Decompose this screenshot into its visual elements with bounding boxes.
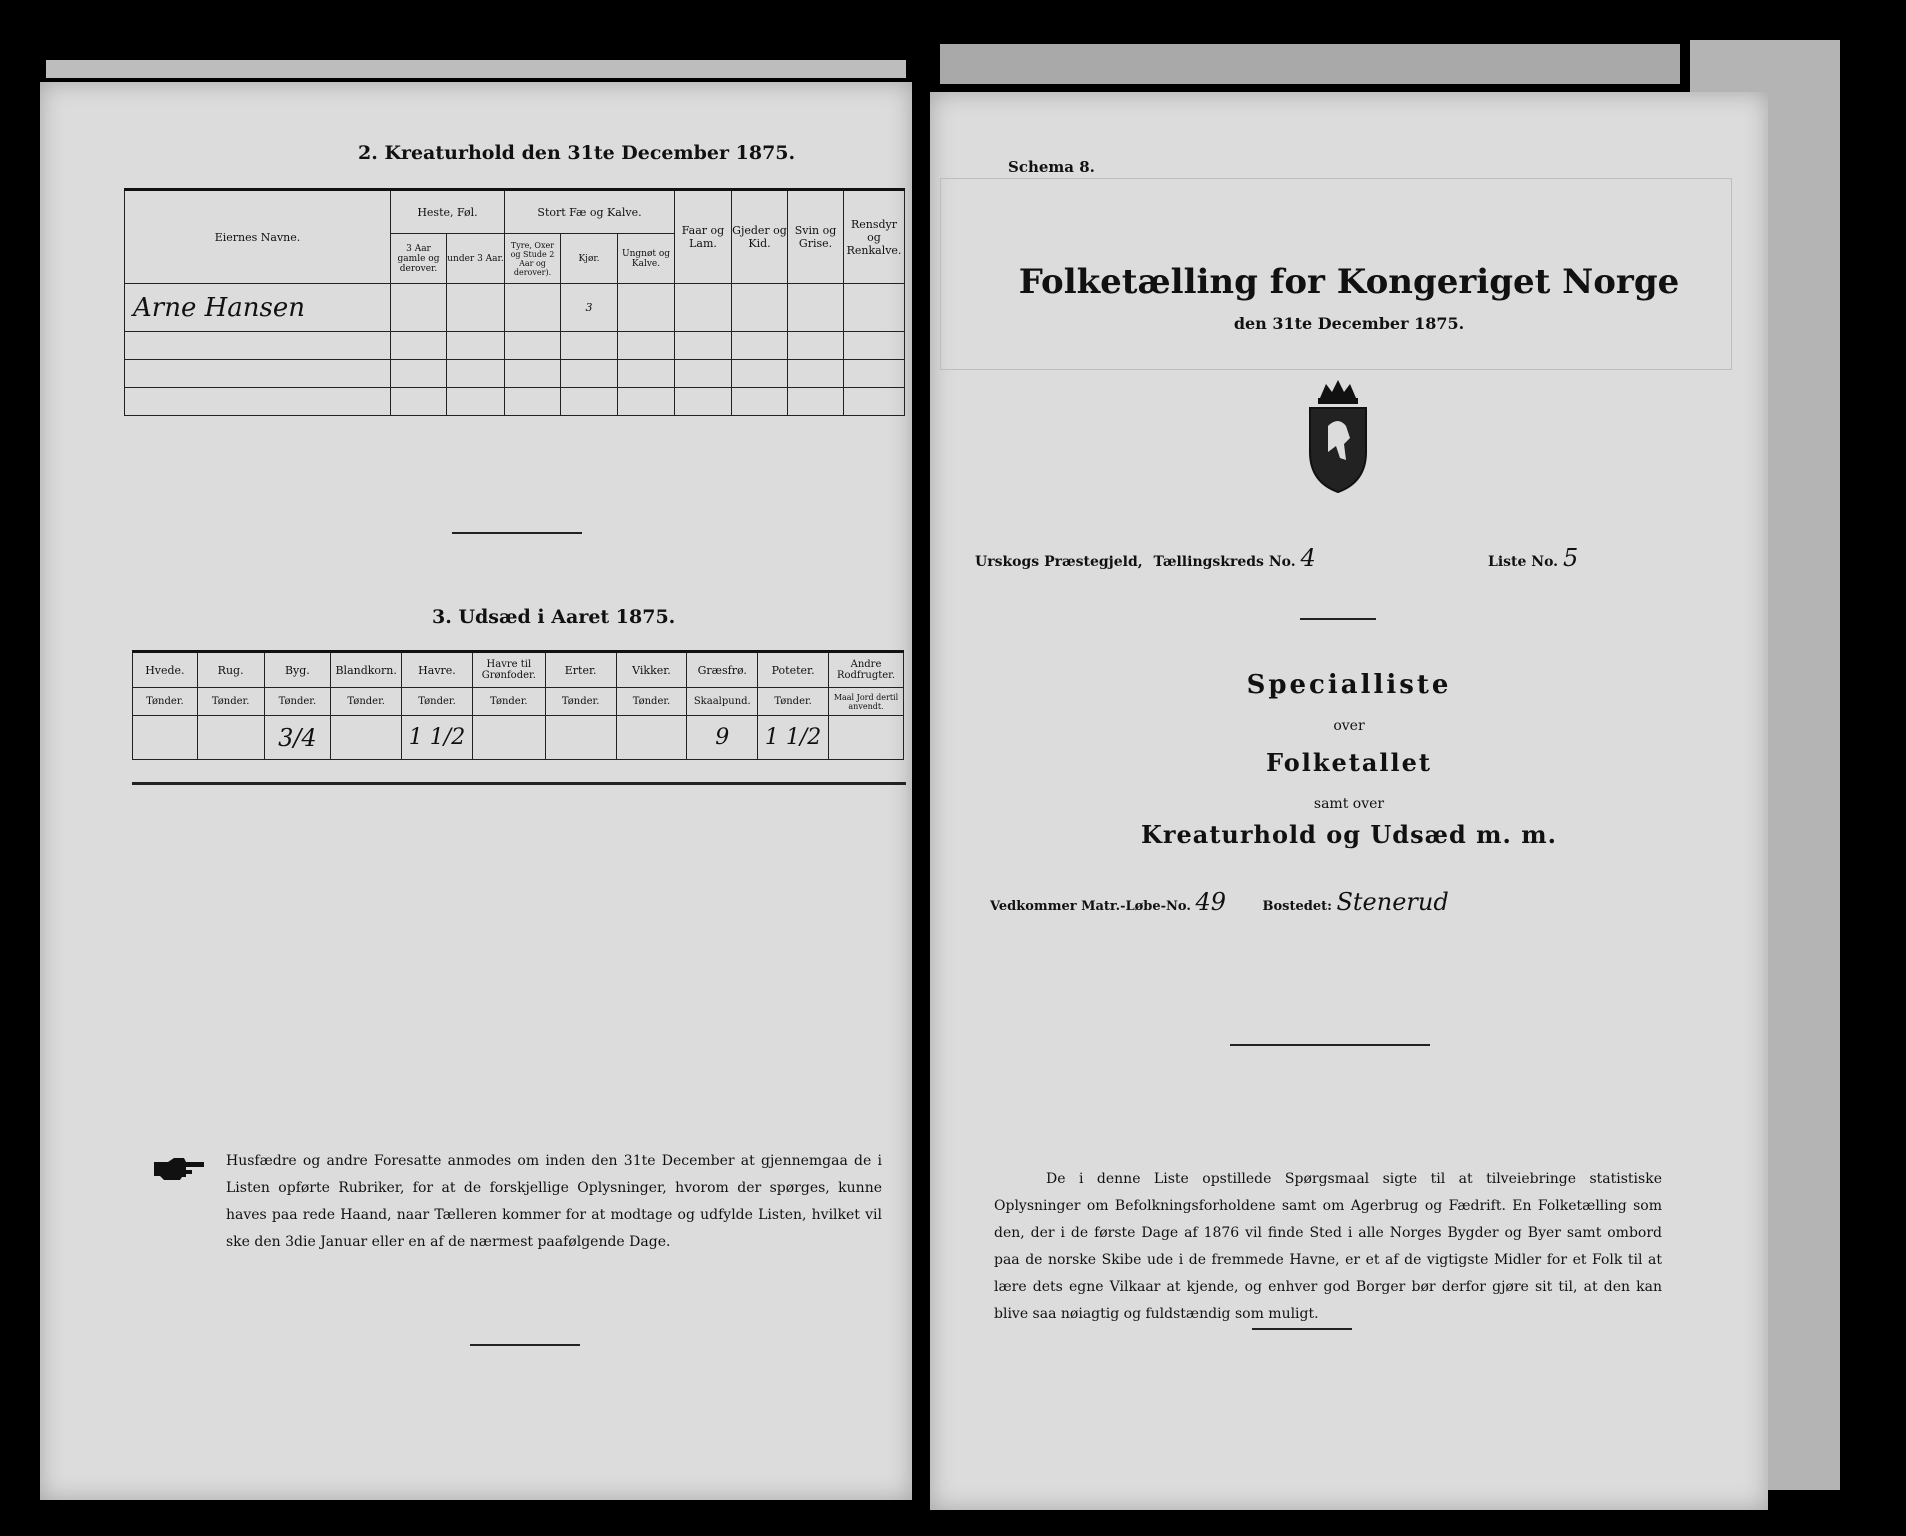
instruction-notice: Husfædre og andre Foresatte anmodes om inden den 31te December at gjennemgaa de i Listen opførte Rubriker, for at de forskjellige Oplysninger, hvorom der spørges, kunne haves paa rede Haand, naar Tælleren kommer for at modtage og udfylde Listen, hvilket vil ske den 3die Januar eller en af de nærmest paafølgende Dage.: [226, 1153, 882, 1250]
unit-graesfro: Skaalpund.: [687, 688, 758, 716]
byg-value: 3/4: [264, 716, 331, 760]
matr-line: [990, 888, 1449, 916]
section3-title: 3. Udsæd i Aaret 1875.: [432, 606, 676, 628]
table-cell: [788, 388, 844, 416]
page-edge: [940, 44, 1680, 84]
bosted-label: Bostedet:: [1262, 899, 1332, 914]
table-cell: [675, 388, 732, 416]
table-cell: [125, 332, 391, 360]
over-text: over: [1333, 718, 1365, 734]
header-rug: Rug.: [197, 652, 264, 688]
header-stort-fae: Stort Fæ og Kalve.: [505, 190, 675, 234]
page-edge: [46, 60, 906, 78]
header-hvede: Hvede.: [133, 652, 198, 688]
table-cell: [561, 360, 618, 388]
table-cell: [561, 388, 618, 416]
table-cell: [391, 388, 447, 416]
poteter-value: 1 1/2: [758, 716, 829, 760]
table-cell: [447, 388, 505, 416]
header-andre: Andre Rodfrugter.: [829, 652, 904, 688]
table-cell: [732, 360, 788, 388]
coat-of-arms-icon: [1298, 376, 1378, 496]
unit-andre: Maal Jord dertil anvendt.: [829, 688, 904, 716]
table-cell: [675, 332, 732, 360]
right-page: [930, 92, 1768, 1510]
header-faar: Faar og Lam.: [675, 190, 732, 284]
table-cell: [675, 360, 732, 388]
table-cell: [844, 360, 905, 388]
table-cell: [391, 332, 447, 360]
header-poteter: Poteter.: [758, 652, 829, 688]
header-havre-gronfoder: Havre til Grønfoder.: [472, 652, 545, 688]
samt-over-text: samt over: [1313, 796, 1385, 812]
parish-name: Urskogs: [975, 554, 1040, 570]
divider: [1252, 1328, 1352, 1330]
kjor-count: 3: [561, 284, 618, 332]
table-cell: [125, 388, 391, 416]
unit-byg: Tønder.: [264, 688, 331, 716]
table-cell: [675, 284, 732, 332]
graesfro-value: 9: [687, 716, 758, 760]
table-cell: [618, 332, 675, 360]
havre-value: 1 1/2: [402, 716, 473, 760]
table-cell: [197, 716, 264, 760]
divider: [1230, 1044, 1430, 1046]
header-blandkorn: Blandkorn.: [331, 652, 402, 688]
unit-hvede: Tønder.: [133, 688, 198, 716]
livestock-table: [124, 188, 905, 416]
header-stort-c: Ungnøt og Kalve.: [618, 234, 675, 284]
unit-rug: Tønder.: [197, 688, 264, 716]
table-cell: [505, 388, 561, 416]
header-owner: Eiernes Navne.: [125, 190, 391, 284]
bosted-value: Stenerud: [1336, 888, 1449, 916]
heading-kreaturhold: Kreaturhold og Udsæd m. m.: [1141, 820, 1557, 849]
matr-label: Vedkommer Matr.-Løbe-No.: [990, 899, 1191, 914]
header-heste: Heste, Føl.: [391, 190, 505, 234]
unit-blandkorn: Tønder.: [331, 688, 402, 716]
heading-specialliste: Specialliste: [1246, 670, 1452, 700]
header-havre: Havre.: [402, 652, 473, 688]
main-title: Folketælling for Kongeriget Norge: [1018, 262, 1680, 302]
divider: [452, 532, 582, 534]
table-cell: [391, 284, 447, 332]
district-line: [975, 544, 1316, 572]
owner-name: Arne Hansen: [125, 284, 391, 332]
table-cell: [618, 360, 675, 388]
table-cell: [618, 284, 675, 332]
header-graesfro: Græsfrø.: [687, 652, 758, 688]
table-cell: [829, 716, 904, 760]
schema-label: Schema 8.: [1008, 158, 1095, 176]
table-cell: [331, 716, 402, 760]
liste-label: Liste No.: [1488, 554, 1559, 570]
krets-label: Tællingskreds No.: [1153, 554, 1296, 570]
census-date: den 31te December 1875.: [1233, 314, 1465, 333]
table-cell: [844, 284, 905, 332]
header-vikker: Vikker.: [616, 652, 687, 688]
table-bottom-rule: [132, 782, 906, 785]
table-cell: [125, 360, 391, 388]
table-cell: [844, 332, 905, 360]
header-stort-a: Tyre, Oxer og Stude 2 Aar og derover).: [505, 234, 561, 284]
header-stort-b: Kjør.: [561, 234, 618, 284]
table-cell: [391, 360, 447, 388]
unit-havre: Tønder.: [402, 688, 473, 716]
table-cell: [505, 284, 561, 332]
krets-value: 4: [1300, 544, 1316, 572]
table-cell: [472, 716, 545, 760]
divider: [1300, 618, 1376, 620]
unit-erter: Tønder.: [545, 688, 616, 716]
liste-value: 5: [1562, 544, 1579, 572]
header-heste-a: 3 Aar gamle og derover.: [391, 234, 447, 284]
table-cell: [732, 284, 788, 332]
table-cell: [788, 360, 844, 388]
unit-havre-gronfoder: Tønder.: [472, 688, 545, 716]
table-cell: [561, 332, 618, 360]
header-heste-b: under 3 Aar.: [447, 234, 505, 284]
heading-folketallet: Folketallet: [1266, 748, 1432, 777]
header-rensdyr: Rensdyr og Renkalve.: [844, 190, 905, 284]
sowing-table: [132, 650, 904, 760]
header-byg: Byg.: [264, 652, 331, 688]
header-gjeder: Gjeder og Kid.: [732, 190, 788, 284]
table-cell: [133, 716, 198, 760]
section2-title: 2. Kreaturhold den 31te December 1875.: [358, 142, 796, 164]
header-erter: Erter.: [545, 652, 616, 688]
table-cell: [545, 716, 616, 760]
table-cell: [788, 284, 844, 332]
table-cell: [732, 332, 788, 360]
liste-line: [1488, 544, 1578, 572]
unit-vikker: Tønder.: [616, 688, 687, 716]
table-cell: [447, 284, 505, 332]
table-cell: [844, 388, 905, 416]
header-svin: Svin og Grise.: [788, 190, 844, 284]
table-cell: [788, 332, 844, 360]
pointing-hand-icon: [152, 1156, 206, 1182]
table-cell: [616, 716, 687, 760]
table-cell: [447, 332, 505, 360]
table-cell: [618, 388, 675, 416]
table-cell: [732, 388, 788, 416]
table-cell: [505, 360, 561, 388]
divider: [470, 1344, 580, 1346]
unit-poteter: Tønder.: [758, 688, 829, 716]
purpose-paragraph: De i denne Liste opstillede Spørgsmaal sigte til at tilveiebringe statistiske Oplysninger om Befolkningsforholdene samt om Agerbrug og Fædrift. En Folketælling som den, der i de første Dage af 1876 vil finde Sted i alle Norges Bygder og Byer samt ombord paa de norske Skibe ude i de fremmede Havne, er et af de vigtigste Midler for et Folk til at lære dets egne Vilkaar at kjende, og enhver god Borger bør derfor gjøre sit til, at den kan blive saa nøiagtig og fuldstændig som muligt.: [994, 1171, 1662, 1322]
table-cell: [447, 360, 505, 388]
table-cell: [505, 332, 561, 360]
parish-label: Præstegjeld,: [1044, 554, 1143, 570]
left-page: [40, 82, 912, 1500]
matr-value: 49: [1195, 888, 1226, 916]
